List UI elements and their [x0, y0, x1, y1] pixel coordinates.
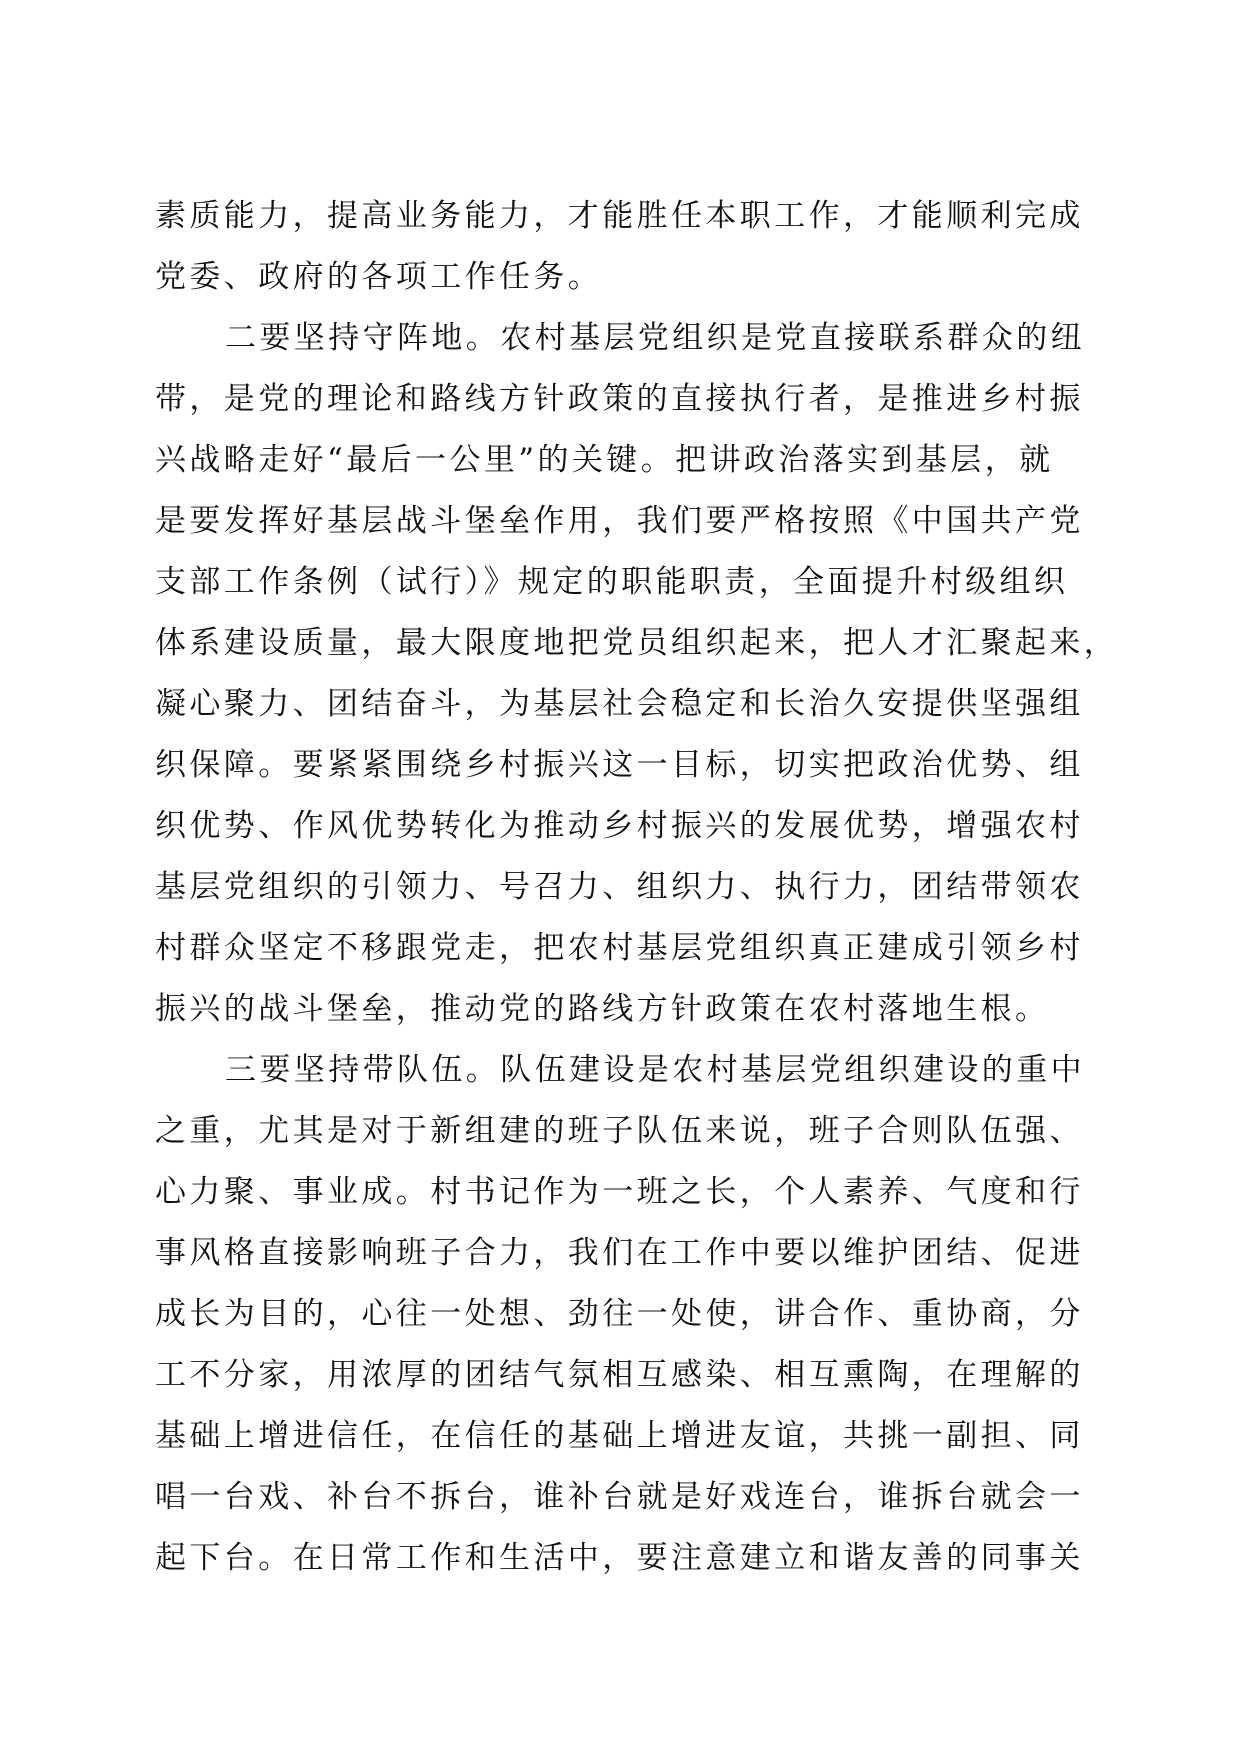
body-line: 兴战略走好“最后一公里”的关键。把讲政治落实到基层，就 — [155, 442, 1054, 478]
body-line: 事风格直接影响班子合力，我们在工作中要以维护团结、促进 — [155, 1235, 1084, 1271]
body-line: 工不分家，用浓厚的团结气氛相互感染、相互熏陶，在理解的 — [155, 1357, 1084, 1393]
document-body — [155, 186, 1119, 1589]
body-line: 心力聚、事业成。村书记作为一班之长，个人素养、气度和行 — [155, 1174, 1084, 1210]
body-line: 带，是党的理论和路线方针政策的直接执行者，是推进乡村振 — [155, 381, 1084, 417]
body-line: 成长为目的，心往一处想、劲往一处使，讲合作、重协商，分 — [155, 1296, 1084, 1332]
body-line: 支部工作条例（试行）》规定的职能职责，全面提升村级组织 — [155, 564, 1069, 600]
body-line: 基础上增进信任，在信任的基础上增进友谊，共挑一副担、同 — [155, 1418, 1084, 1454]
body-line: 振兴的战斗堡垒，推动党的路线方针政策在农村落地生根。 — [155, 991, 1050, 1027]
body-line: 基层党组织的引领力、号召力、组织力、执行力，团结带领农 — [155, 869, 1084, 905]
body-line: 村群众坚定不移跟党走，把农村基层党组织真正建成引领乡村 — [155, 930, 1084, 966]
body-line: 是要发挥好基层战斗堡垒作用，我们要严格按照《中国共产党 — [155, 503, 1084, 539]
paragraph-start-line: 三要坚持带队伍。队伍建设是农村基层党组织建设的重中 — [225, 1052, 1085, 1088]
body-line: 体系建设质量，最大限度地把党员组织起来，把人才汇聚起来， — [155, 625, 1119, 661]
body-line: 织保障。要紧紧围绕乡村振兴这一目标，切实把政治优势、组 — [155, 747, 1084, 783]
body-line: 起下台。在日常工作和生活中，要注意建立和谐友善的同事关 — [155, 1540, 1084, 1576]
body-line: 凝心聚力、团结奋斗，为基层社会稳定和长治久安提供坚强组 — [155, 686, 1084, 722]
paragraph-start-line: 二要坚持守阵地。农村基层党组织是党直接联系群众的纽 — [225, 320, 1085, 356]
body-line: 党委、政府的各项工作任务。 — [155, 259, 603, 295]
body-line: 之重，尤其是对于新组建的班子队伍来说，班子合则队伍强、 — [155, 1113, 1084, 1149]
body-line: 织优势、作风优势转化为推动乡村振兴的发展优势，增强农村 — [155, 808, 1084, 844]
body-line: 唱一台戏、补台不拆台，谁补台就是好戏连台，谁拆台就会一 — [155, 1479, 1084, 1515]
body-line: 素质能力，提高业务能力，才能胜任本职工作，才能顺利完成 — [155, 198, 1084, 234]
